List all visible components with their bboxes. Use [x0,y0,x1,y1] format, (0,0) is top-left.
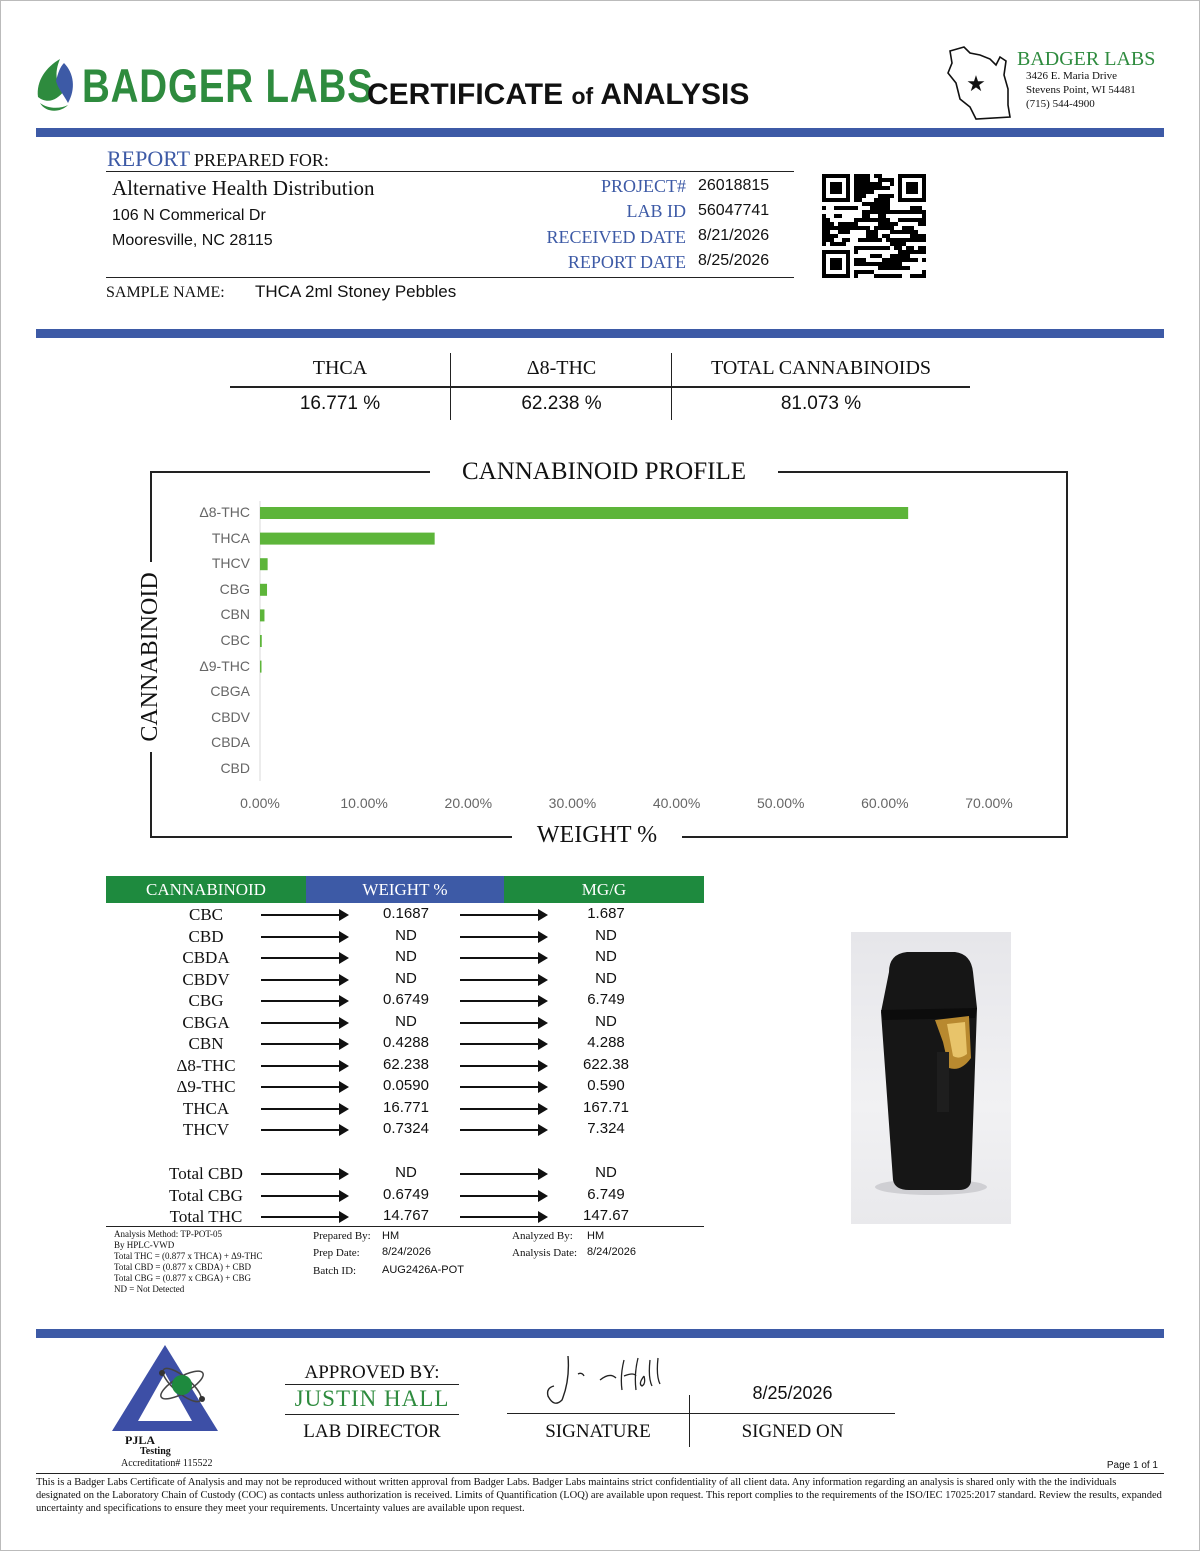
x-tick-label: 10.00% [340,795,388,811]
method-line: Total CBG = (0.877 x CBGA) + CBG [114,1273,252,1283]
table-row [106,970,706,991]
arrow-icon [261,1195,347,1197]
y-tick-label: THCV [211,555,250,572]
received-value: 8/21/2026 [698,227,770,244]
row-name: CBDV [182,969,230,989]
arrow-icon [460,1043,546,1045]
method-line: Total THC = (0.877 x THCA) + Δ9-THC [114,1251,263,1261]
y-tick-label: Δ9-THC [199,657,250,674]
x-tick-label: 0.00% [240,795,280,811]
arrow-icon [460,936,546,938]
pjla-label: PJLA [125,1433,155,1447]
arrow-icon [460,914,546,916]
lab-name: BADGER LABS [1017,48,1156,70]
cannabinoid-chart [150,471,1064,834]
table-row [106,1013,706,1034]
row-mgg: 147.67 [583,1207,629,1224]
row-mgg: ND [595,969,617,987]
report-divider [36,329,1164,338]
disclaimer-line [36,1473,1164,1474]
row-name: Total CBG [169,1185,243,1205]
row-weight: ND [395,1012,417,1030]
project-label: PROJECT# [600,176,686,196]
arrow-icon [460,1129,546,1131]
report-bottom-line [106,277,794,278]
total-row [106,1207,706,1228]
th-mgg: MG/G [504,876,704,903]
row-mgg: 167.71 [583,1098,629,1116]
analysis-date-value: 8/24/2026 [587,1246,636,1258]
row-mgg: 6.749 [587,991,625,1008]
y-tick-label: CBN [220,606,250,623]
summary-thca-value: 16.771 % [299,393,381,414]
sample-name-value: THCA 2ml Stoney Pebbles [255,282,457,301]
pjla-logo-icon [110,1343,220,1433]
svg-text:★: ★ [966,71,986,96]
row-name: CBD [188,926,224,946]
y-tick-label: Δ8-THC [199,504,250,520]
row-weight: ND [395,948,417,965]
arrow-icon [460,1022,546,1024]
y-tick-label: CBDV [211,708,250,725]
row-name: Total THC [169,1207,243,1226]
y-tick-label: CBG [219,580,250,597]
x-tick-label: 20.00% [444,795,493,811]
summary-total-value: 81.073 % [780,393,862,414]
table-bottom-line [106,1226,704,1227]
row-mgg: ND [595,1012,617,1030]
title-certificate: CERTIFICATE [367,78,564,111]
signed-on-label: SIGNED ON [741,1421,844,1442]
x-tick-label: 40.00% [652,795,701,811]
method-line: By HPLC-VWD [114,1240,175,1250]
row-weight: 14.767 [383,1207,429,1224]
row-weight: 62.238 [383,1055,429,1073]
prep-date-label: Prep Date: [313,1247,360,1259]
table-row [106,1077,706,1098]
row-mgg: 4.288 [587,1034,625,1051]
analysis-date-label: Analysis Date: [512,1247,578,1259]
method-line: ND = Not Detected [114,1284,185,1294]
row-weight: 0.7324 [383,1120,429,1137]
row-name: THCA [182,1098,230,1118]
method-line: Analysis Method: TP-POT-05 [114,1229,223,1239]
arrow-icon [460,979,546,981]
batch-id-value: AUG2426A-POT [382,1264,464,1276]
row-weight: 0.6749 [383,991,429,1008]
arrow-icon [261,1065,347,1067]
product-photo [851,932,1011,1224]
row-weight: 0.0590 [383,1077,429,1094]
approver-name: JUSTIN HALL [294,1386,450,1411]
arrow-icon [261,1129,347,1131]
signature-line [507,1413,895,1414]
title-of: of [571,83,594,109]
summary-divider [230,386,970,388]
table-row [106,905,706,926]
prepared-for-label: PREPARED FOR: [194,150,329,170]
arrow-icon [460,1195,546,1197]
signature-label: SIGNATURE [545,1421,651,1442]
arrow-icon [460,957,546,959]
row-name: Δ9-THC [176,1077,236,1096]
row-weight: 0.4288 [383,1034,429,1051]
page-number: Page 1 of 1 [1106,1460,1158,1471]
approver-title: LAB DIRECTOR [303,1421,441,1442]
arrow-icon [261,957,347,959]
table-row [106,927,706,948]
bar-THCV [260,558,268,570]
client-address-2: Mooresville, NC 28115 [112,232,273,249]
x-tick-label: 30.00% [548,795,597,811]
summary-total-label: TOTAL CANNABINOIDS [710,357,932,379]
th-weight: WEIGHT % [306,876,504,903]
x-tick-label: 60.00% [861,795,909,811]
arrow-icon [460,1216,546,1218]
arrow-icon [460,1065,546,1067]
row-weight: 16.771 [383,1098,429,1116]
arrow-icon [261,1173,347,1175]
arrow-icon [460,1000,546,1002]
signature-sep [689,1395,690,1447]
chart-svg [150,471,1064,834]
row-name: CBG [188,991,224,1010]
qr-code[interactable] [822,174,926,278]
client-name: Alternative Health Distribution [112,176,375,200]
prepared-by-value: HM [382,1230,400,1242]
table-row [106,1034,706,1055]
report-underline [106,171,794,172]
method-line: Total CBD = (0.877 x CBDA) + CBD [114,1262,252,1272]
row-mgg: ND [595,948,617,965]
table-row [106,1120,706,1141]
chart-ylabel: CANNABINOID [137,562,167,752]
batch-id-label: Batch ID: [313,1265,357,1277]
prep-date-value: 8/24/2026 [382,1246,431,1258]
lab-address-2: Stevens Point, WI 54481 [1026,84,1136,96]
arrow-icon [261,936,347,938]
th-cannabinoid: CANNABINOID [106,876,306,903]
approver-line [285,1414,459,1415]
arrow-icon [261,1022,347,1024]
received-label: RECEIVED DATE [546,227,686,247]
row-name: CBN [188,1034,224,1053]
report-label: REPORT [107,146,191,171]
prepared-by-label: Prepared By: [313,1230,371,1242]
bar-CBG [260,584,267,596]
reportdate-value: 8/25/2026 [698,252,770,269]
y-tick-label: CBD [220,760,250,776]
analyzed-by-value: HM [587,1230,605,1242]
table-row [106,948,706,969]
document-title [367,78,749,112]
row-mgg: ND [595,926,617,944]
x-tick-label: 50.00% [756,795,805,811]
table-row [106,1099,706,1120]
row-name: CBDA [182,948,230,967]
arrow-icon [460,1108,546,1110]
bar-THCA [260,533,435,545]
pjla-accreditation: Accreditation# 115522 [121,1458,213,1469]
disclaimer-text: This is a Badger Labs Certificate of Analysis and may not be reproduced without written approval from Badger Labs. Badger Labs maintains strict confidentiality of all client data. Any information regarding an analysis is shared only with the the individuals designated on the Laboratory Chain of Custody (COC) as contacts unless authorization is received. Limits of Quantification (LOQ) are available upon request. This report complies to the requirements of the ISO/IEC 17025:2017 standard. Review the results, expanded uncertainty and specifications to ensure they meet your requirements. Uncertainty values are available upon request. [36,1477,1162,1514]
report-prepared-for [107,146,329,172]
row-mgg: 622.38 [583,1055,629,1073]
project-value: 26018815 [698,177,770,194]
row-mgg: 0.590 [587,1077,625,1094]
arrow-icon [261,1086,347,1088]
header-divider [36,128,1164,137]
bar-Δ8-THC [260,507,908,519]
badger-logo-icon [34,55,78,113]
signature-image [540,1350,670,1410]
arrow-icon [261,1216,347,1218]
row-weight: 0.6749 [383,1185,429,1203]
labid-value: 56047741 [698,202,770,219]
total-row [106,1164,706,1185]
wisconsin-map-icon [946,43,1018,123]
arrow-icon [460,1086,546,1088]
row-mgg: 7.324 [587,1120,625,1137]
row-weight: ND [395,969,417,987]
arrow-icon [261,1000,347,1002]
y-tick-label: CBC [220,632,250,648]
sample-name-label: SAMPLE NAME: [106,284,225,301]
summary-thca-label: THCA [312,357,368,379]
client-address-1: 106 N Commerical Dr [112,207,266,224]
chart-xlabel: WEIGHT % [512,822,682,849]
signed-date: 8/25/2026 [752,1383,833,1403]
arrow-icon [261,1043,347,1045]
total-row [106,1186,706,1207]
approved-by-label: APPROVED BY: [304,1362,440,1383]
x-tick-label: 70.00% [965,795,1013,811]
footer-divider [36,1329,1164,1338]
title-analysis: ANALYSIS [600,78,750,111]
arrow-icon [261,979,347,981]
approved-line [285,1384,459,1385]
row-name: CBGA [182,1012,230,1032]
analyzed-by-label: Analyzed By: [512,1230,573,1242]
method-notes [114,1229,262,1295]
bar-CBC [260,635,262,647]
table-row [106,1056,706,1077]
labid-label: LAB ID [626,201,686,221]
summary-d8-label: Δ8-THC [526,357,597,379]
y-tick-label: CBDA [211,734,250,751]
row-name: Δ8-THC [176,1055,236,1075]
pjla-testing: Testing [140,1446,171,1457]
row-mgg: 6.749 [587,1185,625,1203]
arrow-icon [261,914,347,916]
row-mgg: 1.687 [587,905,625,922]
bar-CBN [260,609,264,621]
summary-d8-value: 62.238 % [521,393,602,414]
row-name: Total CBD [169,1164,243,1183]
bar-Δ9-THC [260,661,262,673]
lab-address-1: 3426 E. Maria Drive [1026,70,1118,82]
chart-title: CANNABINOID PROFILE [430,458,778,486]
arrow-icon [460,1173,546,1175]
y-tick-label: THCA [211,529,250,546]
row-weight: 0.1687 [383,905,429,922]
row-weight: ND [395,1164,417,1181]
reportdate-label: REPORT DATE [567,252,686,272]
logo-text: BADGER LABS [82,59,374,112]
y-tick-label: CBGA [210,683,250,700]
row-weight: ND [395,926,417,944]
row-mgg: ND [595,1164,617,1181]
lab-phone: (715) 544-4900 [1026,98,1095,110]
table-row [106,991,706,1012]
row-name: THCV [182,1120,230,1139]
row-name: CBC [188,905,224,924]
arrow-icon [261,1108,347,1110]
